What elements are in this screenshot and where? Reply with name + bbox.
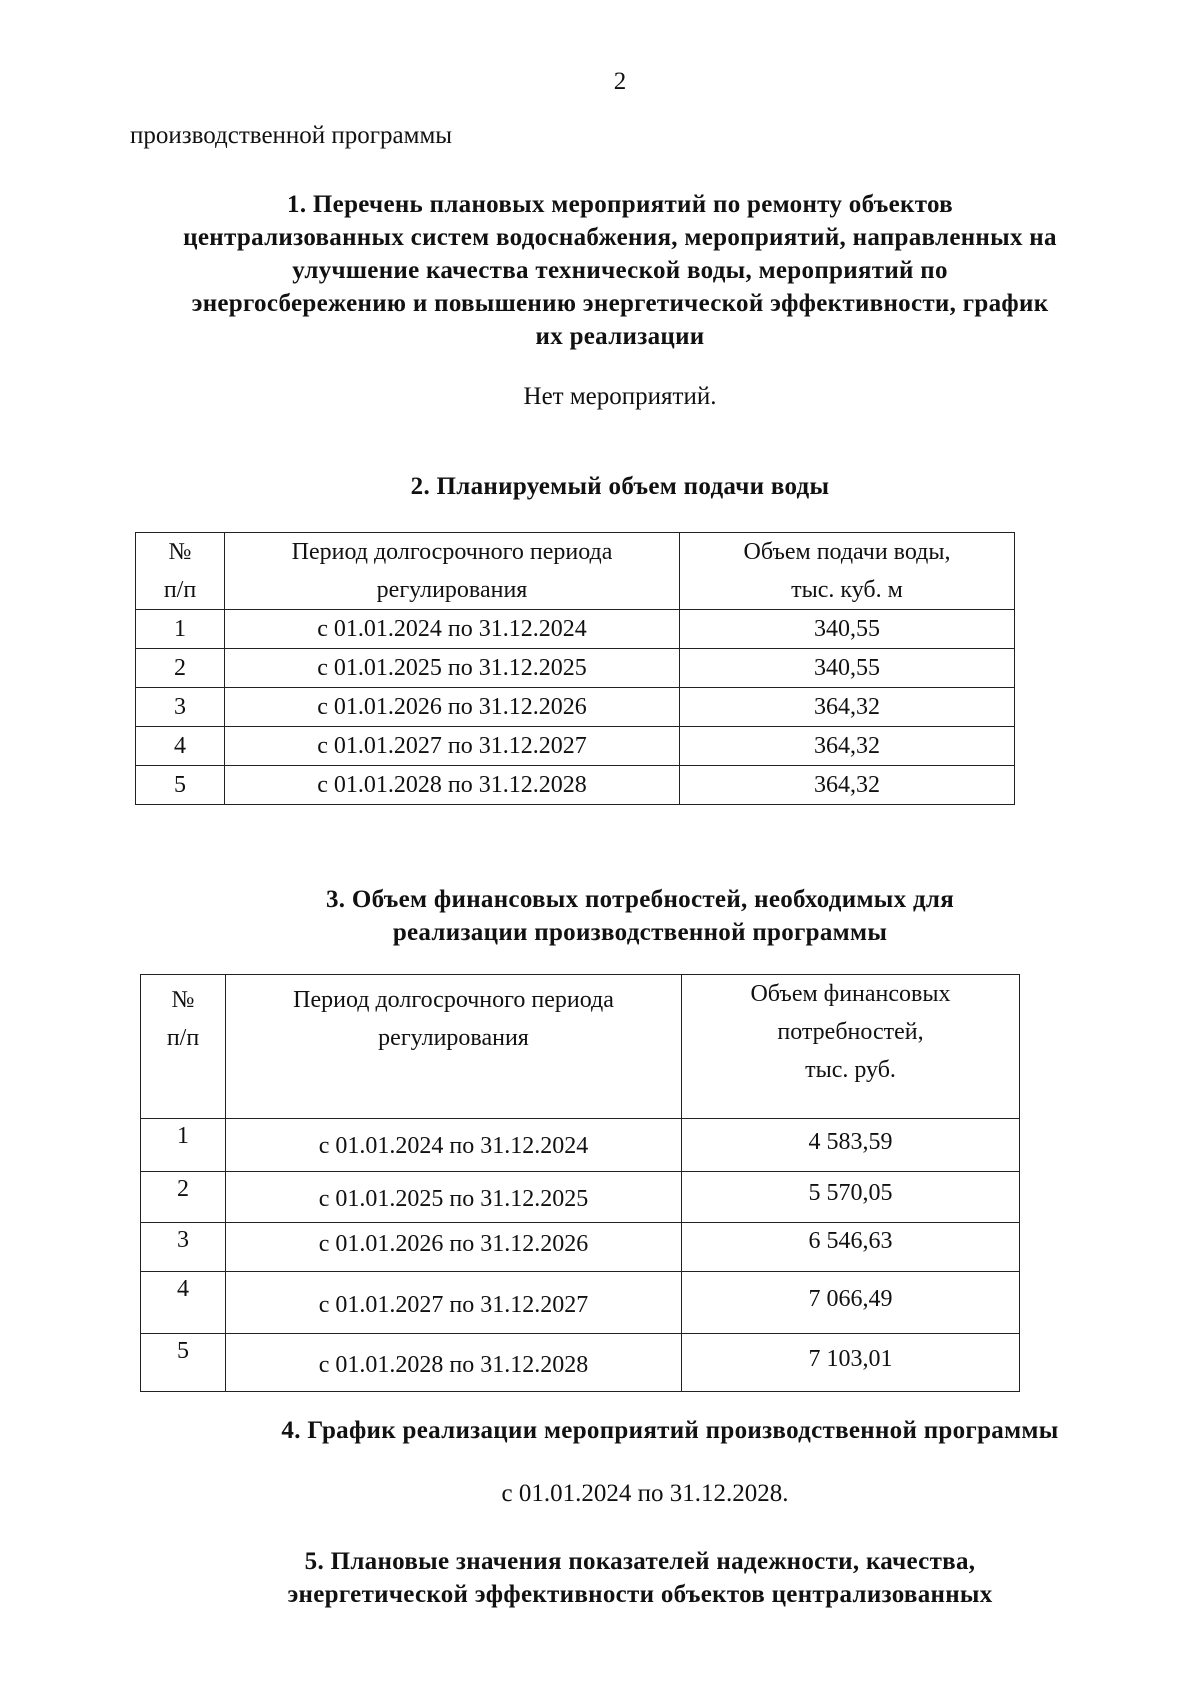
- table-header-row: [136, 533, 1015, 610]
- section3-title-line: 3. Объем финансовых потребностей, необходимых для: [325, 886, 955, 913]
- cell-num: 5: [141, 1334, 226, 1392]
- cell-value: 364,32: [680, 688, 1015, 727]
- section5-title-line: 5. Плановые значения показателей надежности, качества,: [304, 1548, 976, 1575]
- header-num: [141, 975, 226, 1119]
- header-value-line: Объем подачи воды,: [743, 539, 951, 565]
- section2-title-text: 2. Планируемый объем подачи воды: [410, 473, 830, 500]
- cell-value: 5 570,05: [682, 1172, 1020, 1223]
- cell-period: с 01.01.2027 по 31.12.2027: [226, 1272, 682, 1334]
- table-row: [136, 688, 1015, 727]
- cell-period: с 01.01.2025 по 31.12.2025: [225, 649, 680, 688]
- cell-value: 4 583,59: [682, 1119, 1020, 1172]
- cell-value: 364,32: [680, 766, 1015, 805]
- section1-title: [130, 188, 1110, 353]
- water-volume-table: [135, 532, 1015, 805]
- header-period-line: Период долгосрочного периода: [291, 539, 613, 565]
- header-num-line: п/п: [163, 577, 197, 603]
- cell-period: с 01.01.2026 по 31.12.2026: [226, 1223, 682, 1272]
- section1-title-line: централизованных систем водоснабжения, мероприятий, направленных на: [183, 224, 1057, 251]
- table-row: [136, 610, 1015, 649]
- cell-num: 5: [136, 766, 225, 805]
- header-period: [226, 975, 682, 1119]
- cell-period: с 01.01.2026 по 31.12.2026: [225, 688, 680, 727]
- header-num-line: №: [171, 987, 195, 1013]
- section4-title-text: 4. График реализации мероприятий производственной программы: [281, 1417, 1059, 1444]
- table-row: [141, 1272, 1020, 1334]
- financial-needs-table: [140, 974, 1020, 1392]
- table-header-row: [141, 975, 1020, 1119]
- header-period-line: регулирования: [378, 1025, 529, 1051]
- header-value: [680, 533, 1015, 610]
- table-row: [136, 649, 1015, 688]
- cell-value: 340,55: [680, 610, 1015, 649]
- cell-period: с 01.01.2027 по 31.12.2027: [225, 727, 680, 766]
- section3-title: [240, 883, 1040, 949]
- cell-num: 2: [136, 649, 225, 688]
- header-value-line: Объем финансовых: [750, 981, 951, 1007]
- section1-title-line: энергосбережению и повышению энергетической эффективности, график: [191, 290, 1049, 317]
- page-number: 2: [613, 68, 627, 95]
- header-value-line: тыс. руб.: [805, 1057, 896, 1083]
- header-period: [225, 533, 680, 610]
- cell-period: с 01.01.2024 по 31.12.2024: [225, 610, 680, 649]
- cell-num: 3: [141, 1223, 226, 1272]
- section4-body: с 01.01.2024 по 31.12.2028.: [501, 1480, 789, 1507]
- cell-num: 4: [141, 1272, 226, 1334]
- cell-num: 1: [136, 610, 225, 649]
- header-value-line: тыс. куб. м: [791, 577, 903, 603]
- header-period-line: регулирования: [376, 577, 528, 603]
- header-period-line: Период долгосрочного периода: [293, 987, 614, 1013]
- cell-value: 7 103,01: [682, 1334, 1020, 1392]
- continuation-text: производственной программы: [130, 122, 453, 149]
- cell-value: 340,55: [680, 649, 1015, 688]
- cell-num: 1: [141, 1119, 226, 1172]
- header-num-line: п/п: [166, 1025, 200, 1051]
- cell-period: с 01.01.2028 по 31.12.2028: [225, 766, 680, 805]
- cell-period: с 01.01.2025 по 31.12.2025: [226, 1172, 682, 1223]
- table-row: [136, 727, 1015, 766]
- table-row: [141, 1223, 1020, 1272]
- section3-title-line: реализации производственной программы: [392, 919, 888, 946]
- section2-title: [300, 470, 940, 503]
- cell-num: 4: [136, 727, 225, 766]
- cell-value: 364,32: [680, 727, 1015, 766]
- section1-body: Нет мероприятий.: [523, 383, 717, 410]
- cell-value: 6 546,63: [682, 1223, 1020, 1272]
- header-num-line: №: [168, 539, 192, 565]
- table-row: [136, 766, 1015, 805]
- section1-title-line: их реализации: [535, 323, 705, 350]
- cell-num: 2: [141, 1172, 226, 1223]
- table-row: [141, 1119, 1020, 1172]
- section1-title-line: 1. Перечень плановых мероприятий по ремонту объектов: [287, 191, 953, 218]
- header-value-line: потребностей,: [777, 1019, 924, 1045]
- table-row: [141, 1334, 1020, 1392]
- header-value: [682, 975, 1020, 1119]
- cell-num: 3: [136, 688, 225, 727]
- cell-period: с 01.01.2024 по 31.12.2024: [226, 1119, 682, 1172]
- table-row: [141, 1172, 1020, 1223]
- header-num: [136, 533, 225, 610]
- section5-title: [160, 1545, 1120, 1611]
- cell-value: 7 066,49: [682, 1272, 1020, 1334]
- section4-title: [150, 1414, 1190, 1447]
- cell-period: с 01.01.2028 по 31.12.2028: [226, 1334, 682, 1392]
- section1-title-line: улучшение качества технической воды, мероприятий по: [292, 257, 948, 284]
- section5-title-line: энергетической эффективности объектов централизованных: [287, 1581, 993, 1608]
